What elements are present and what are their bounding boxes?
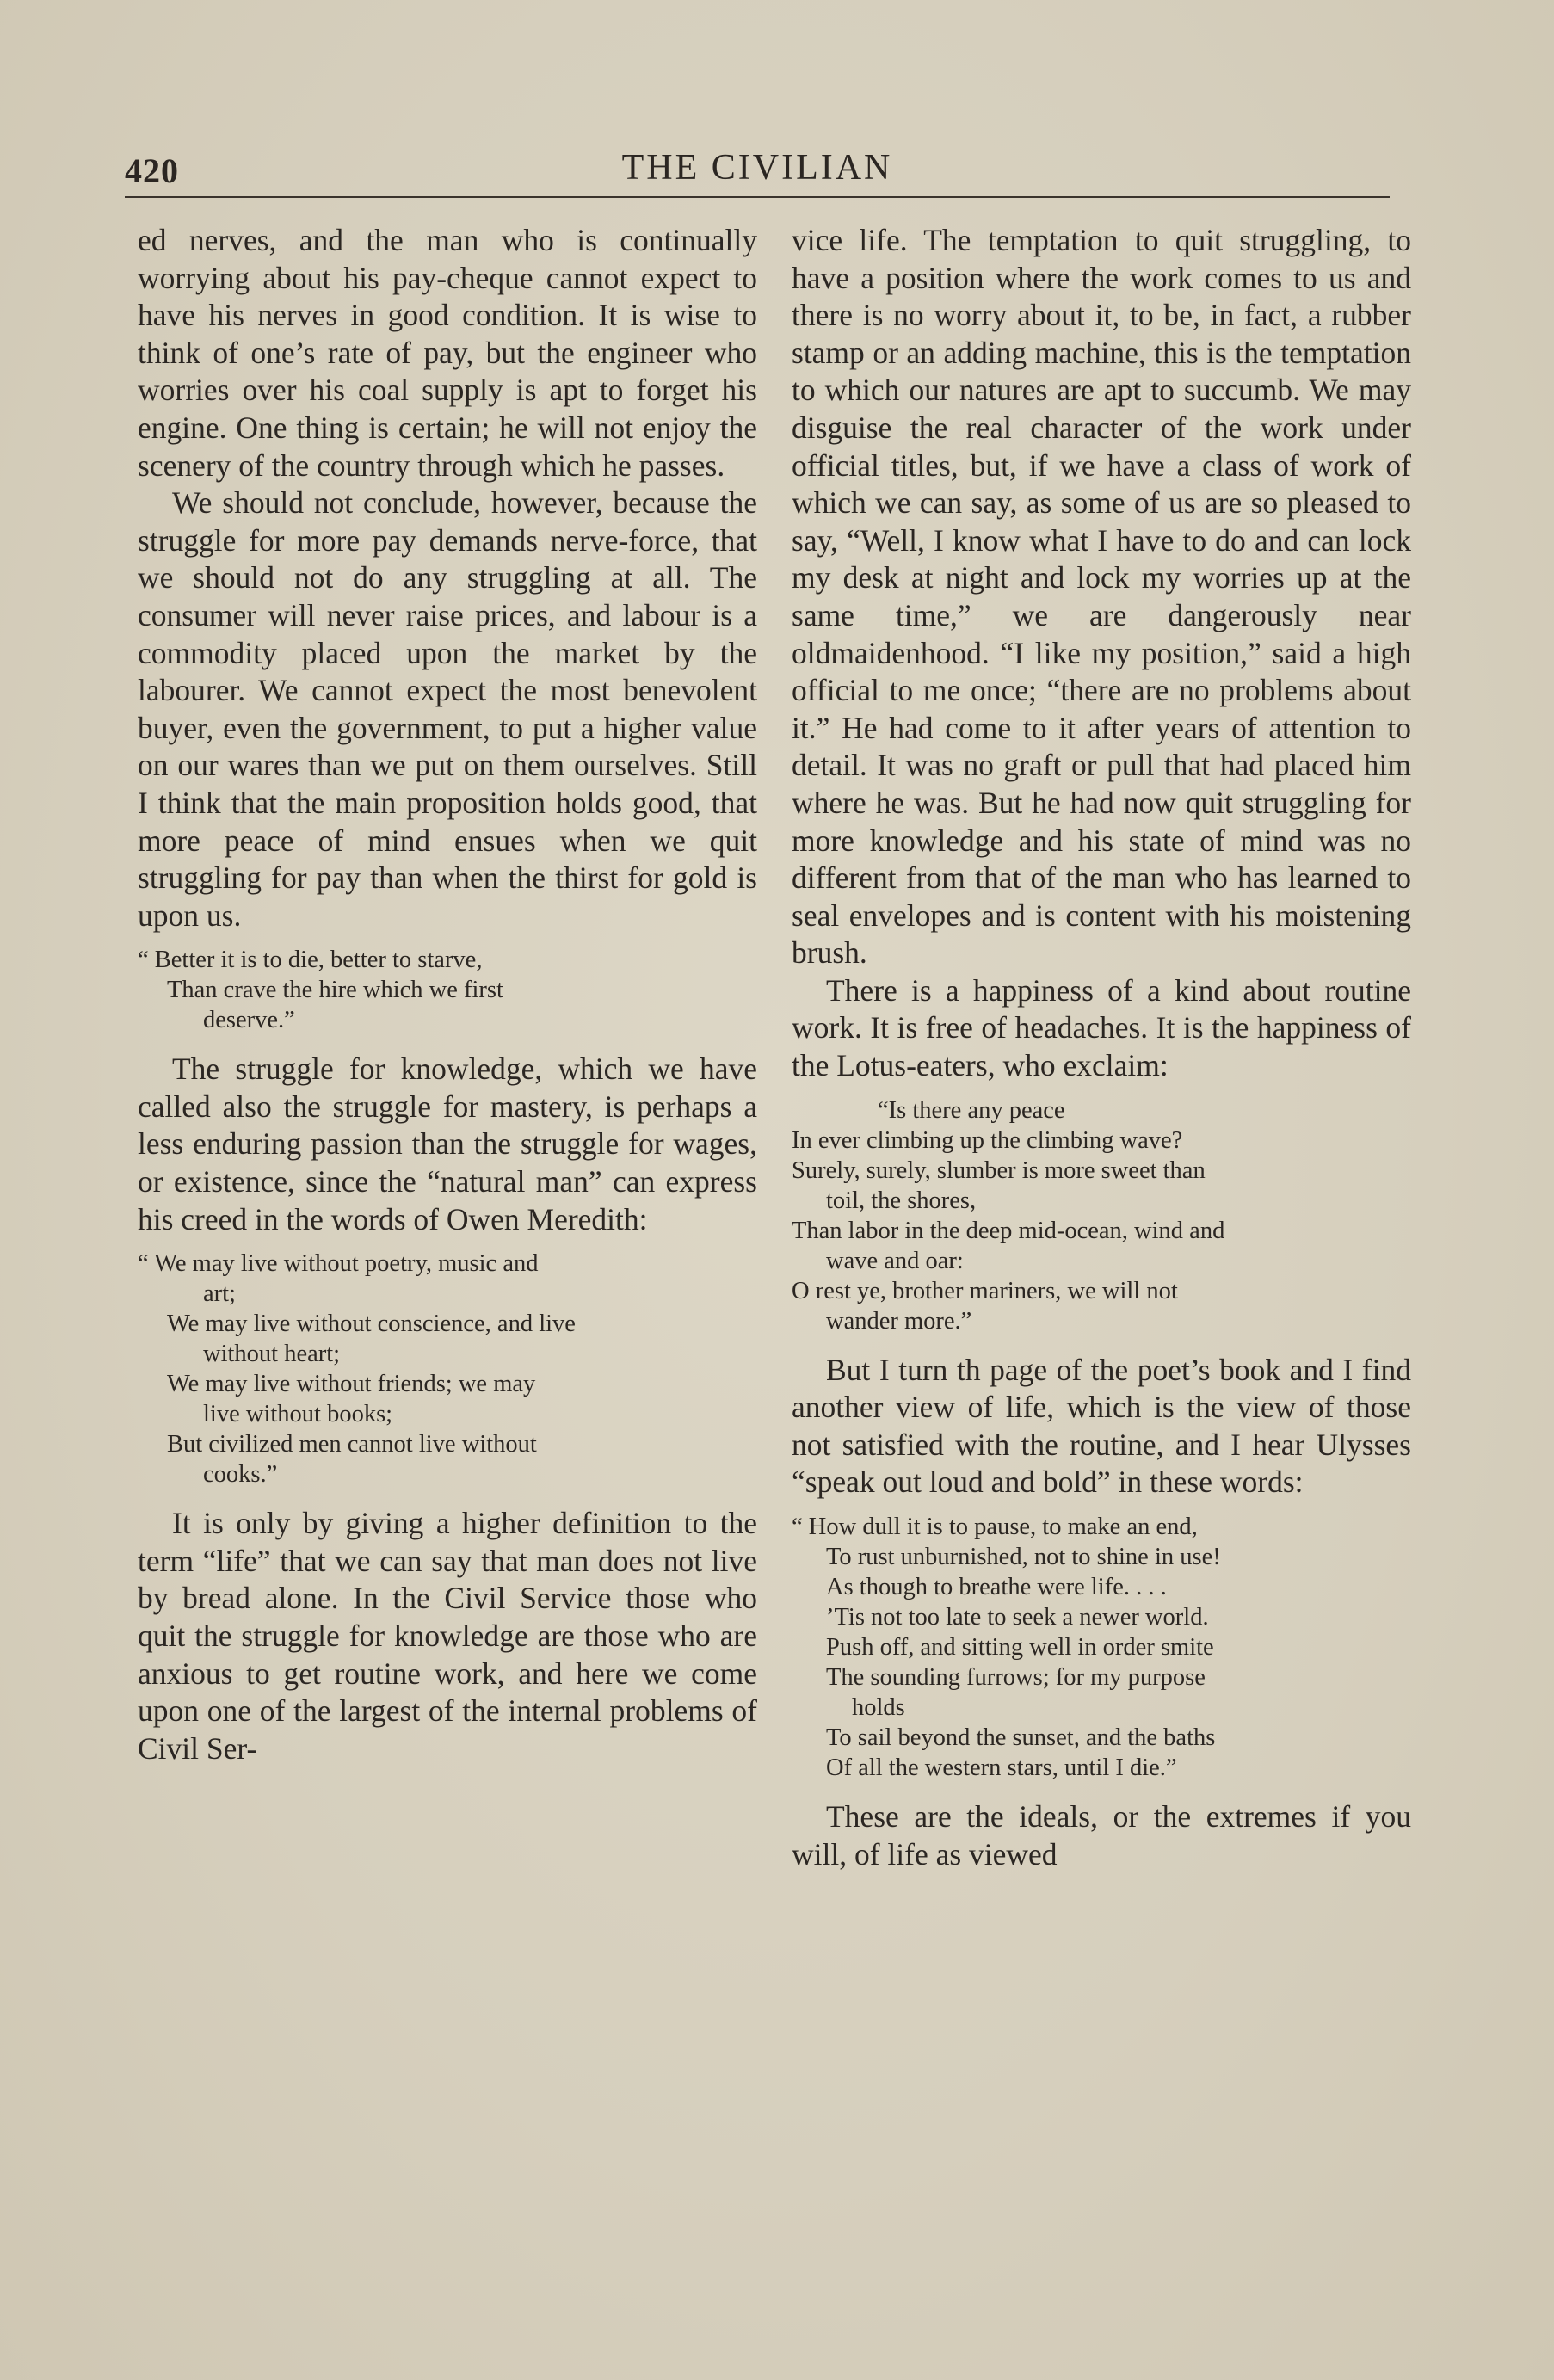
verse-line: O rest ye, brother mariners, we will not <box>792 1277 1178 1304</box>
verse-line: “ How dull it is to pause, to make an end, <box>792 1514 1198 1541</box>
verse-quote <box>792 1095 1411 1336</box>
paragraph: The struggle for knowledge, which we have called also the struggle for mastery, is perhaps a less enduring passion than the struggle for wages, or existence, since the “natural man” can express his creed in the words of Owen Meredith: <box>138 1051 757 1236</box>
verse-line: wave and oar: <box>826 1247 964 1274</box>
verse-line: “ Better it is to die, better to starve, <box>138 946 483 974</box>
page-number: 420 <box>125 151 179 190</box>
verse-line: We may live without conscience, and live <box>167 1310 576 1338</box>
verse-line: ’Tis not too late to seek a newer world. <box>826 1604 1209 1631</box>
verse-line: We may live without friends; we may <box>167 1371 536 1398</box>
verse-line: without heart; <box>203 1341 341 1368</box>
verse-line: wander more.” <box>826 1307 972 1335</box>
verse-line: art; <box>203 1280 236 1308</box>
paragraph: There is a happiness of a kind about routine work. It is free of headaches. It is the happiness of the Lotus-eaters, who exclaim: <box>792 972 1411 1083</box>
verse-line: In ever climbing up the climbing wave? <box>792 1126 1183 1154</box>
verse-line: “Is there any peace <box>878 1096 1065 1124</box>
page-header <box>125 142 1390 202</box>
verse-quote <box>138 1249 757 1489</box>
verse-line: deserve.” <box>203 1007 295 1034</box>
verse-line: live without books; <box>203 1401 393 1428</box>
verse-line: Than crave the hire which we first <box>167 977 503 1004</box>
paragraph: These are the ideals, or the extremes if you will, of life as viewed <box>792 1799 1411 1871</box>
verse-line: The sounding furrows; for my purpose <box>826 1664 1206 1692</box>
verse-line: Push off, and sitting well in order smite <box>826 1634 1214 1662</box>
right-column <box>792 222 1411 1873</box>
verse-line: But civilized men cannot live without <box>167 1431 537 1458</box>
verse-line: To rust unburnished, not to shine in use! <box>826 1544 1221 1571</box>
verse-quote <box>138 945 757 1035</box>
verse-line: To sail beyond the sunset, and the baths <box>826 1724 1216 1752</box>
left-column <box>138 222 757 1767</box>
verse-line: toil, the shores, <box>826 1187 977 1214</box>
verse-line: cooks.” <box>203 1461 278 1489</box>
paragraph: But I turn th page of the poet’s book and I find another view of life, which is the view of those not satisfied with the routine, and I hear Ulysses “speak out loud and bold” in these words: <box>792 1352 1411 1500</box>
header-rule <box>125 196 1390 198</box>
verse-line: As though to breathe were life. . . . <box>826 1574 1167 1601</box>
verse-line: Surely, surely, slumber is more sweet than <box>792 1156 1206 1184</box>
verse-quote <box>792 1512 1411 1783</box>
paragraph: It is only by giving a higher definition to the term “life” that we can say that man does not live by bread alone. In the Civil Service those who quit the struggle for knowledge are those who are anxious to get routine work, and here we come upon one of the largest of the internal problems of Civil Ser- <box>138 1506 757 1766</box>
paragraph: We should not conclude, however, because the struggle for more pay demands nerve-force, that we should not do any struggling at all. The consumer will never raise prices, and labour is a commodity placed upon the market by the labourer. We cannot expect the most benevolent buyer, even the government, to put a higher value on our wares than we put on them ourselves. Still I think that the main proposition holds good, that more peace of mind ensues when we quit struggling for pay than when the thirst for gold is upon us. <box>138 485 757 933</box>
paragraph: ed nerves, and the man who is continually worrying about his pay-cheque cannot expect to have his nerves in good condition. It is wise to think of one’s rate of pay, but the engineer who worries over his coal supply is apt to forget his engine. One thing is certain; he will not enjoy the scenery of the country through which he passes. <box>138 223 757 483</box>
verse-line: holds <box>852 1694 905 1722</box>
verse-line: “ We may live without poetry, music and <box>138 1250 539 1278</box>
paragraph: vice life. The temptation to quit struggling, to have a position where the work comes to us and there is no worry about it, to be, in fact, a rubber stamp or an adding machine, this is the temptation to which our natures are apt to succumb. We may disguise the real character of the work under official titles, but, if we have a class of work of which we can say, as some of us are so pleased to say, “Well, I know what I have to do and can lock my desk at night and lock my worries up at the same time,” we are dangerously near oldmaidenhood. “I like my position,” said a high official to me once; “there are no problems about it.” He had come to it after years of attention to detail. It was no graft or pull that had placed him where he was. But he had now quit struggling for more knowledge and his state of mind was no different from that of the man who has learned to seal envelopes and is content with his moistening brush. <box>792 223 1411 971</box>
running-title: THE CIVILIAN <box>621 148 893 188</box>
verse-line: Than labor in the deep mid-ocean, wind and <box>792 1217 1225 1244</box>
verse-line: Of all the western stars, until I die.” <box>826 1754 1177 1782</box>
